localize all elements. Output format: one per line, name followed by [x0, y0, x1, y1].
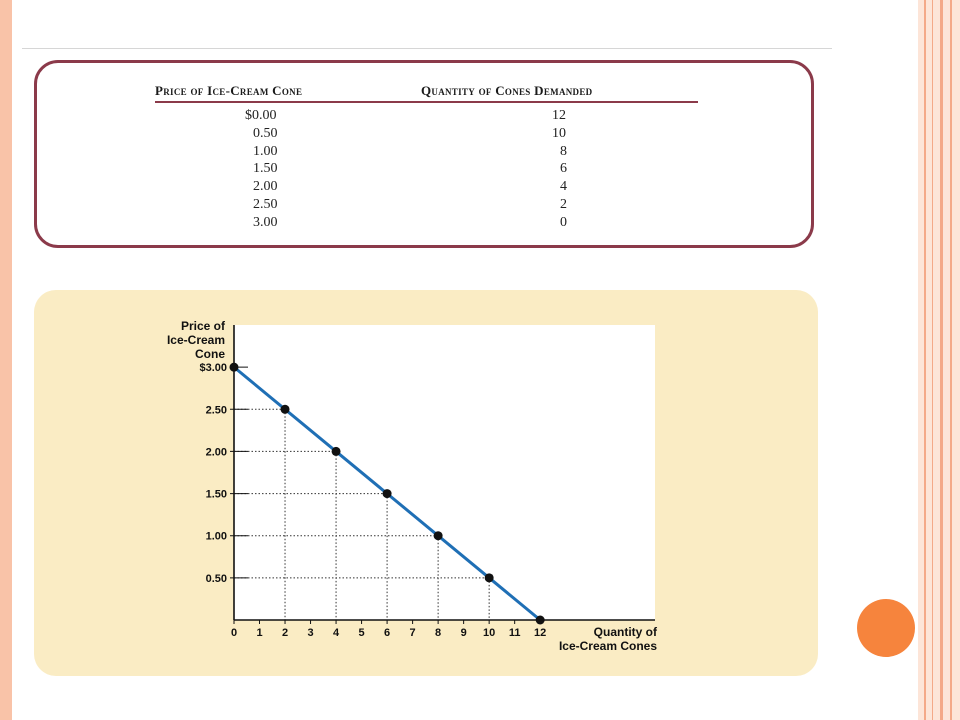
table-cell-quantity: 4	[560, 179, 567, 195]
data-point	[332, 447, 341, 456]
table-cell-price: 0.50	[253, 125, 278, 141]
table-cell-quantity: 8	[560, 143, 567, 159]
x-tick-label: 6	[384, 627, 391, 639]
data-point	[230, 363, 239, 372]
table-cell-price: 1.50	[253, 161, 278, 177]
x-axis-label: Quantity of	[593, 625, 657, 639]
x-tick-label: 1	[256, 627, 263, 639]
x-tick-label: 7	[409, 627, 416, 639]
y-tick-label: 2.00	[205, 446, 227, 459]
x-tick-label: 9	[460, 627, 467, 639]
table-cell-quantity: 2	[560, 197, 567, 212]
y-tick-label: $3.00	[199, 362, 227, 375]
y-tick-label: 0.50	[205, 572, 227, 585]
table-cell-price: 2.00	[253, 179, 278, 195]
table-cell-quantity: 6	[560, 161, 567, 177]
table-cell-quantity: 0	[560, 214, 567, 230]
data-point	[281, 405, 290, 414]
x-tick-label: 4	[332, 627, 340, 639]
x-axis-label: Ice-Cream Cones	[558, 639, 657, 653]
y-axis-label: Cone	[195, 347, 225, 361]
y-tick-label: 1.00	[205, 530, 227, 543]
x-tick-label: 3	[307, 627, 314, 639]
x-tick-label: 8	[435, 627, 442, 639]
x-tick-label: 10	[483, 627, 496, 639]
y-tick-label: 2.50	[205, 404, 227, 417]
x-tick-label: 2	[281, 627, 289, 639]
x-tick-label: 11	[508, 627, 521, 639]
y-axis-label: Ice-Cream	[166, 333, 225, 347]
table-cell-price: $0.00	[245, 108, 277, 123]
table-header-quantity: Quantity of Cones Demanded	[421, 83, 593, 98]
data-point	[536, 616, 545, 625]
x-tick-label: 0	[230, 627, 238, 639]
table-cell-quantity: 10	[552, 125, 566, 141]
table-cell-price: 2.50	[253, 197, 278, 212]
table-cell-price: 3.00	[253, 214, 278, 230]
data-point	[383, 489, 392, 498]
y-tick-label: 1.50	[205, 488, 227, 501]
x-tick-label: 12	[534, 627, 547, 639]
plot-area	[234, 325, 655, 620]
y-axis-label: Price of	[180, 319, 225, 333]
table-header-price: Price of Ice-Cream Cone	[155, 83, 303, 98]
table-cell-quantity: 12	[552, 108, 566, 123]
data-point	[485, 573, 494, 582]
x-tick-label: 5	[358, 627, 365, 639]
table-cell-price: 1.00	[253, 143, 278, 159]
data-point	[434, 531, 443, 540]
